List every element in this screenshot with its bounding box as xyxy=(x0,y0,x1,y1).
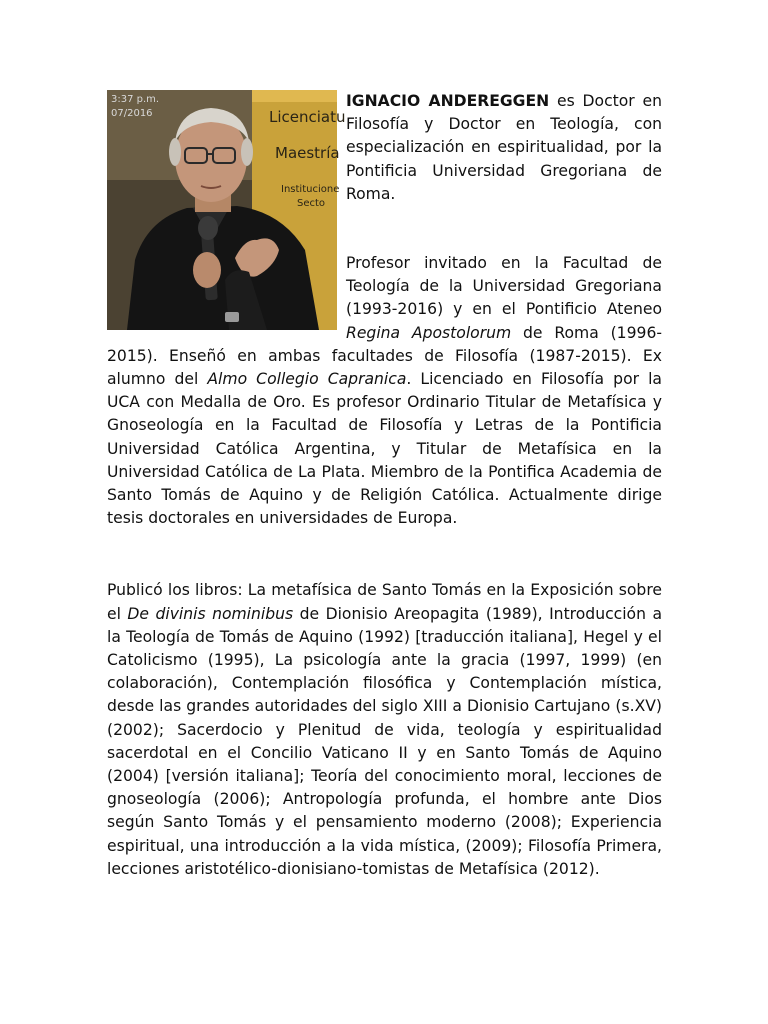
bio-paragraph-1-text: es Doctor en Filosofía y Doctor en Teología, con especialización en espiritualidad, por la Pontificia Universidad Gregoriana de Roma. xyxy=(346,92,662,203)
book-title-italic: De divinis nominibus xyxy=(127,604,294,623)
bio-text-block xyxy=(107,90,662,881)
author-name: IGNACIO ANDEREGGEN xyxy=(346,92,550,110)
institution-name-italic: Regina Apostolorum xyxy=(346,323,512,342)
bio-paragraph-2-part-a: Profesor invitado en la Facultad de Teología de la Universidad Gregoriana (1993-2016) y en el Pontificio Ateneo xyxy=(346,254,662,319)
college-name-italic: Almo Collegio Capranica xyxy=(207,370,407,389)
publications-paragraph xyxy=(107,579,662,881)
paragraph-spacer xyxy=(107,530,662,579)
svg-text:Licenciatu: Licenciatu xyxy=(269,108,346,126)
svg-text:Institucione: Institucione xyxy=(281,184,340,195)
svg-text:07/2016: 07/2016 xyxy=(111,108,153,119)
bio-paragraph-2-part-c: . Licenciado en Filosofía por la UCA con Medalla de Oro. Es profesor Ordinario Titular de Metafísica y Gnoseología en la Facultad de Filosofía y Letras de la Pontificia Universidad Católica Argentina, y Titular de Metafísica en la Universidad Católica de La Plata. Miembro de la Pontifica Academia de Santo Tomás de Aquino y de Religión Católica. Actualmente dirige tesis doctorales en universidades de Europa. xyxy=(107,370,662,528)
publications-part-a: Publicó los libros: La metafísica de Santo Tomás en la Exposición sobre el xyxy=(107,581,662,623)
bio-paragraph-2-part-b: de Roma (1996-2015). Enseñó en ambas facultades de Filosofía (1987-2015). Ex alumno del xyxy=(107,323,662,389)
portrait-photo xyxy=(107,90,346,330)
svg-text:Maestría: Maestría xyxy=(275,144,340,162)
publications-part-b: de Dionisio Areopagita (1989), Introducción a la Teología de Tomás de Aquino (1992) [traducción italiana], Hegel y el Catolicismo (1995), La psicología ante la gracia (1997, 1999) (en colaboración), Contemplación filosófica y Contemplación mística, desde las grandes autoridades del siglo XIII a Dionisio Cartujano (s.XV) (2002); Sacerdocio y Plenitud de vida, teología y espiritualidad sacerdotal en el Concilio Vaticano II y en Santo Tomás de Aquino (2004) [versión italiana]; Teoría del conocimiento moral, lecciones de gnoseología (2006); Antropología profunda, el hombre ante Dios según Santo Tomás y el pensamiento moderno (2008); Experiencia espiritual, una introducción a la vida mística, (2009); Filosofía Primera, lecciones aristotélico-dionisiano-tomistas de Metafísica (2012). xyxy=(107,604,662,878)
svg-text:Secto: Secto xyxy=(297,198,326,209)
svg-text:3:37 p.m.: 3:37 p.m. xyxy=(111,94,160,105)
